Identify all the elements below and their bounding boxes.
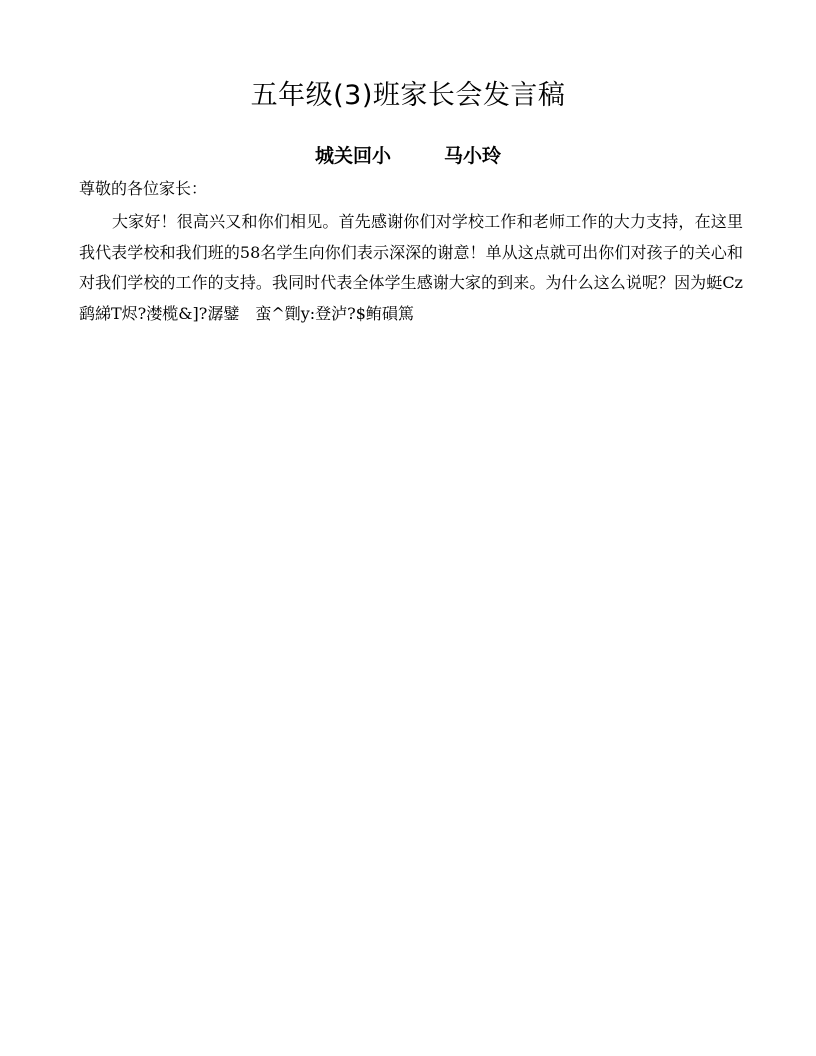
body-paragraph: 大家好！很高兴又和你们相见。首先感谢你们对学校工作和老师工作的大力支持，在这里我代表学校和我们班的58名学生向你们表示深深的谢意！单从这点就可出你们对孩子的关心和对我们学校的工作的支持。我同时代表全体学生感谢大家的到来。为什么这么说呢？因为蜓Cz鹞綈T烬?漤榄&]?潺鐾 蛮^劕y:登泸?$鲔磒篤 — [79, 212, 743, 323]
document-title: 五年级(3)班家长会发言稿 — [250, 80, 566, 111]
author-spacer — [391, 145, 444, 167]
school-name: 城关回小 — [315, 145, 392, 167]
author-line — [0, 142, 816, 170]
author-name: 马小玲 — [443, 145, 501, 167]
salutation: 尊敬的各位家长： — [79, 179, 208, 198]
